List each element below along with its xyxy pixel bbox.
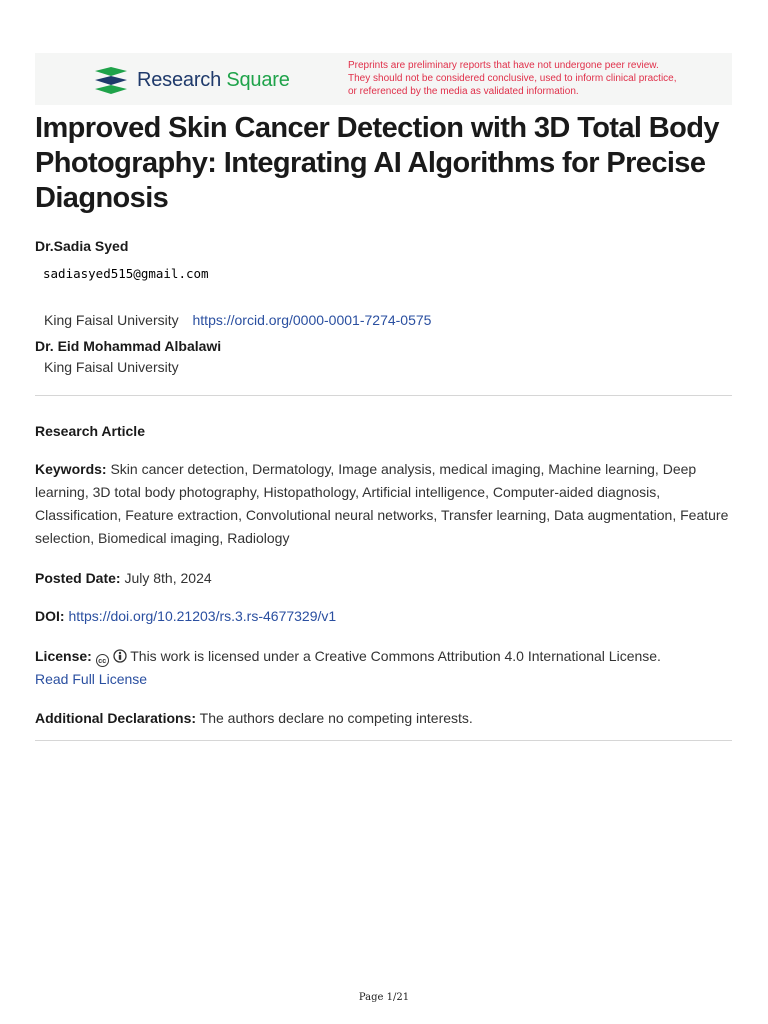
declarations-label: Additional Declarations: xyxy=(35,710,197,726)
keywords-label: Keywords: xyxy=(35,461,107,477)
license-label: License: xyxy=(35,648,92,664)
article-type-label: Research Article xyxy=(35,423,145,439)
posted-date-section xyxy=(35,567,735,590)
disclaimer-line: They should not be considered conclusive, used to inform clinical practice, xyxy=(348,73,677,84)
article-type xyxy=(35,420,735,443)
doi-section xyxy=(35,605,735,628)
author-affiliation xyxy=(44,312,431,328)
header-banner xyxy=(35,53,732,105)
author-email[interactable]: sadiasyed515@gmail.com xyxy=(43,266,209,281)
declarations-value: The authors declare no competing interests. xyxy=(199,710,473,726)
research-square-logo[interactable] xyxy=(93,64,290,96)
disclaimer-line: or referenced by the media as validated information. xyxy=(348,86,579,97)
license-section xyxy=(35,645,735,691)
logo-text-research: Research xyxy=(137,68,221,91)
keywords-section xyxy=(35,458,735,550)
orcid-link[interactable]: https://orcid.org/0000-0001-7274-0575 xyxy=(192,312,432,328)
read-full-license-link[interactable]: Read Full License xyxy=(35,671,148,687)
author-name: Dr. Eid Mohammad Albalawi xyxy=(35,338,222,354)
license-text: This work is licensed under a Creative Commons Attribution 4.0 International License. xyxy=(130,648,661,664)
author-name: Dr.Sadia Syed xyxy=(35,238,129,254)
divider xyxy=(35,740,732,741)
doi-label: DOI: xyxy=(35,608,65,624)
keywords-value: Skin cancer detection, Dermatology, Image analysis, medical imaging, Machine learning, Deep learning, 3D total body photography, Histopathology, Artificial intelligence, Computer-aided diagnosis, Classification, Feature extraction, Convolutional neural networks, Transfer learning, Data augmentation, Feature selection, Biomedical imaging, Radiology xyxy=(35,461,729,546)
preprint-disclaimer xyxy=(348,59,718,98)
logo-text-square: Square xyxy=(226,68,290,91)
paper-title: Improved Skin Cancer Detection with 3D Total Body Photography: Integrating AI Algorithms for Precise Diagnosis xyxy=(35,112,719,214)
affiliation-name: King Faisal University xyxy=(44,312,179,328)
logo-text xyxy=(137,69,290,92)
posted-date-label: Posted Date: xyxy=(35,570,121,586)
page-number: Page 1/21 xyxy=(358,992,410,1003)
divider xyxy=(35,395,732,396)
posted-date-value: July 8th, 2024 xyxy=(124,570,212,586)
disclaimer-line: Preprints are preliminary reports that have not undergone peer review. xyxy=(348,60,659,71)
research-square-logo-icon xyxy=(93,65,129,95)
author-affiliation: King Faisal University xyxy=(44,359,179,375)
cc-icon: cc xyxy=(96,654,109,667)
doi-link[interactable]: https://doi.org/10.21203/rs.3.rs-4677329/v1 xyxy=(68,608,337,624)
by-icon xyxy=(113,649,127,663)
declarations-section xyxy=(35,707,735,730)
